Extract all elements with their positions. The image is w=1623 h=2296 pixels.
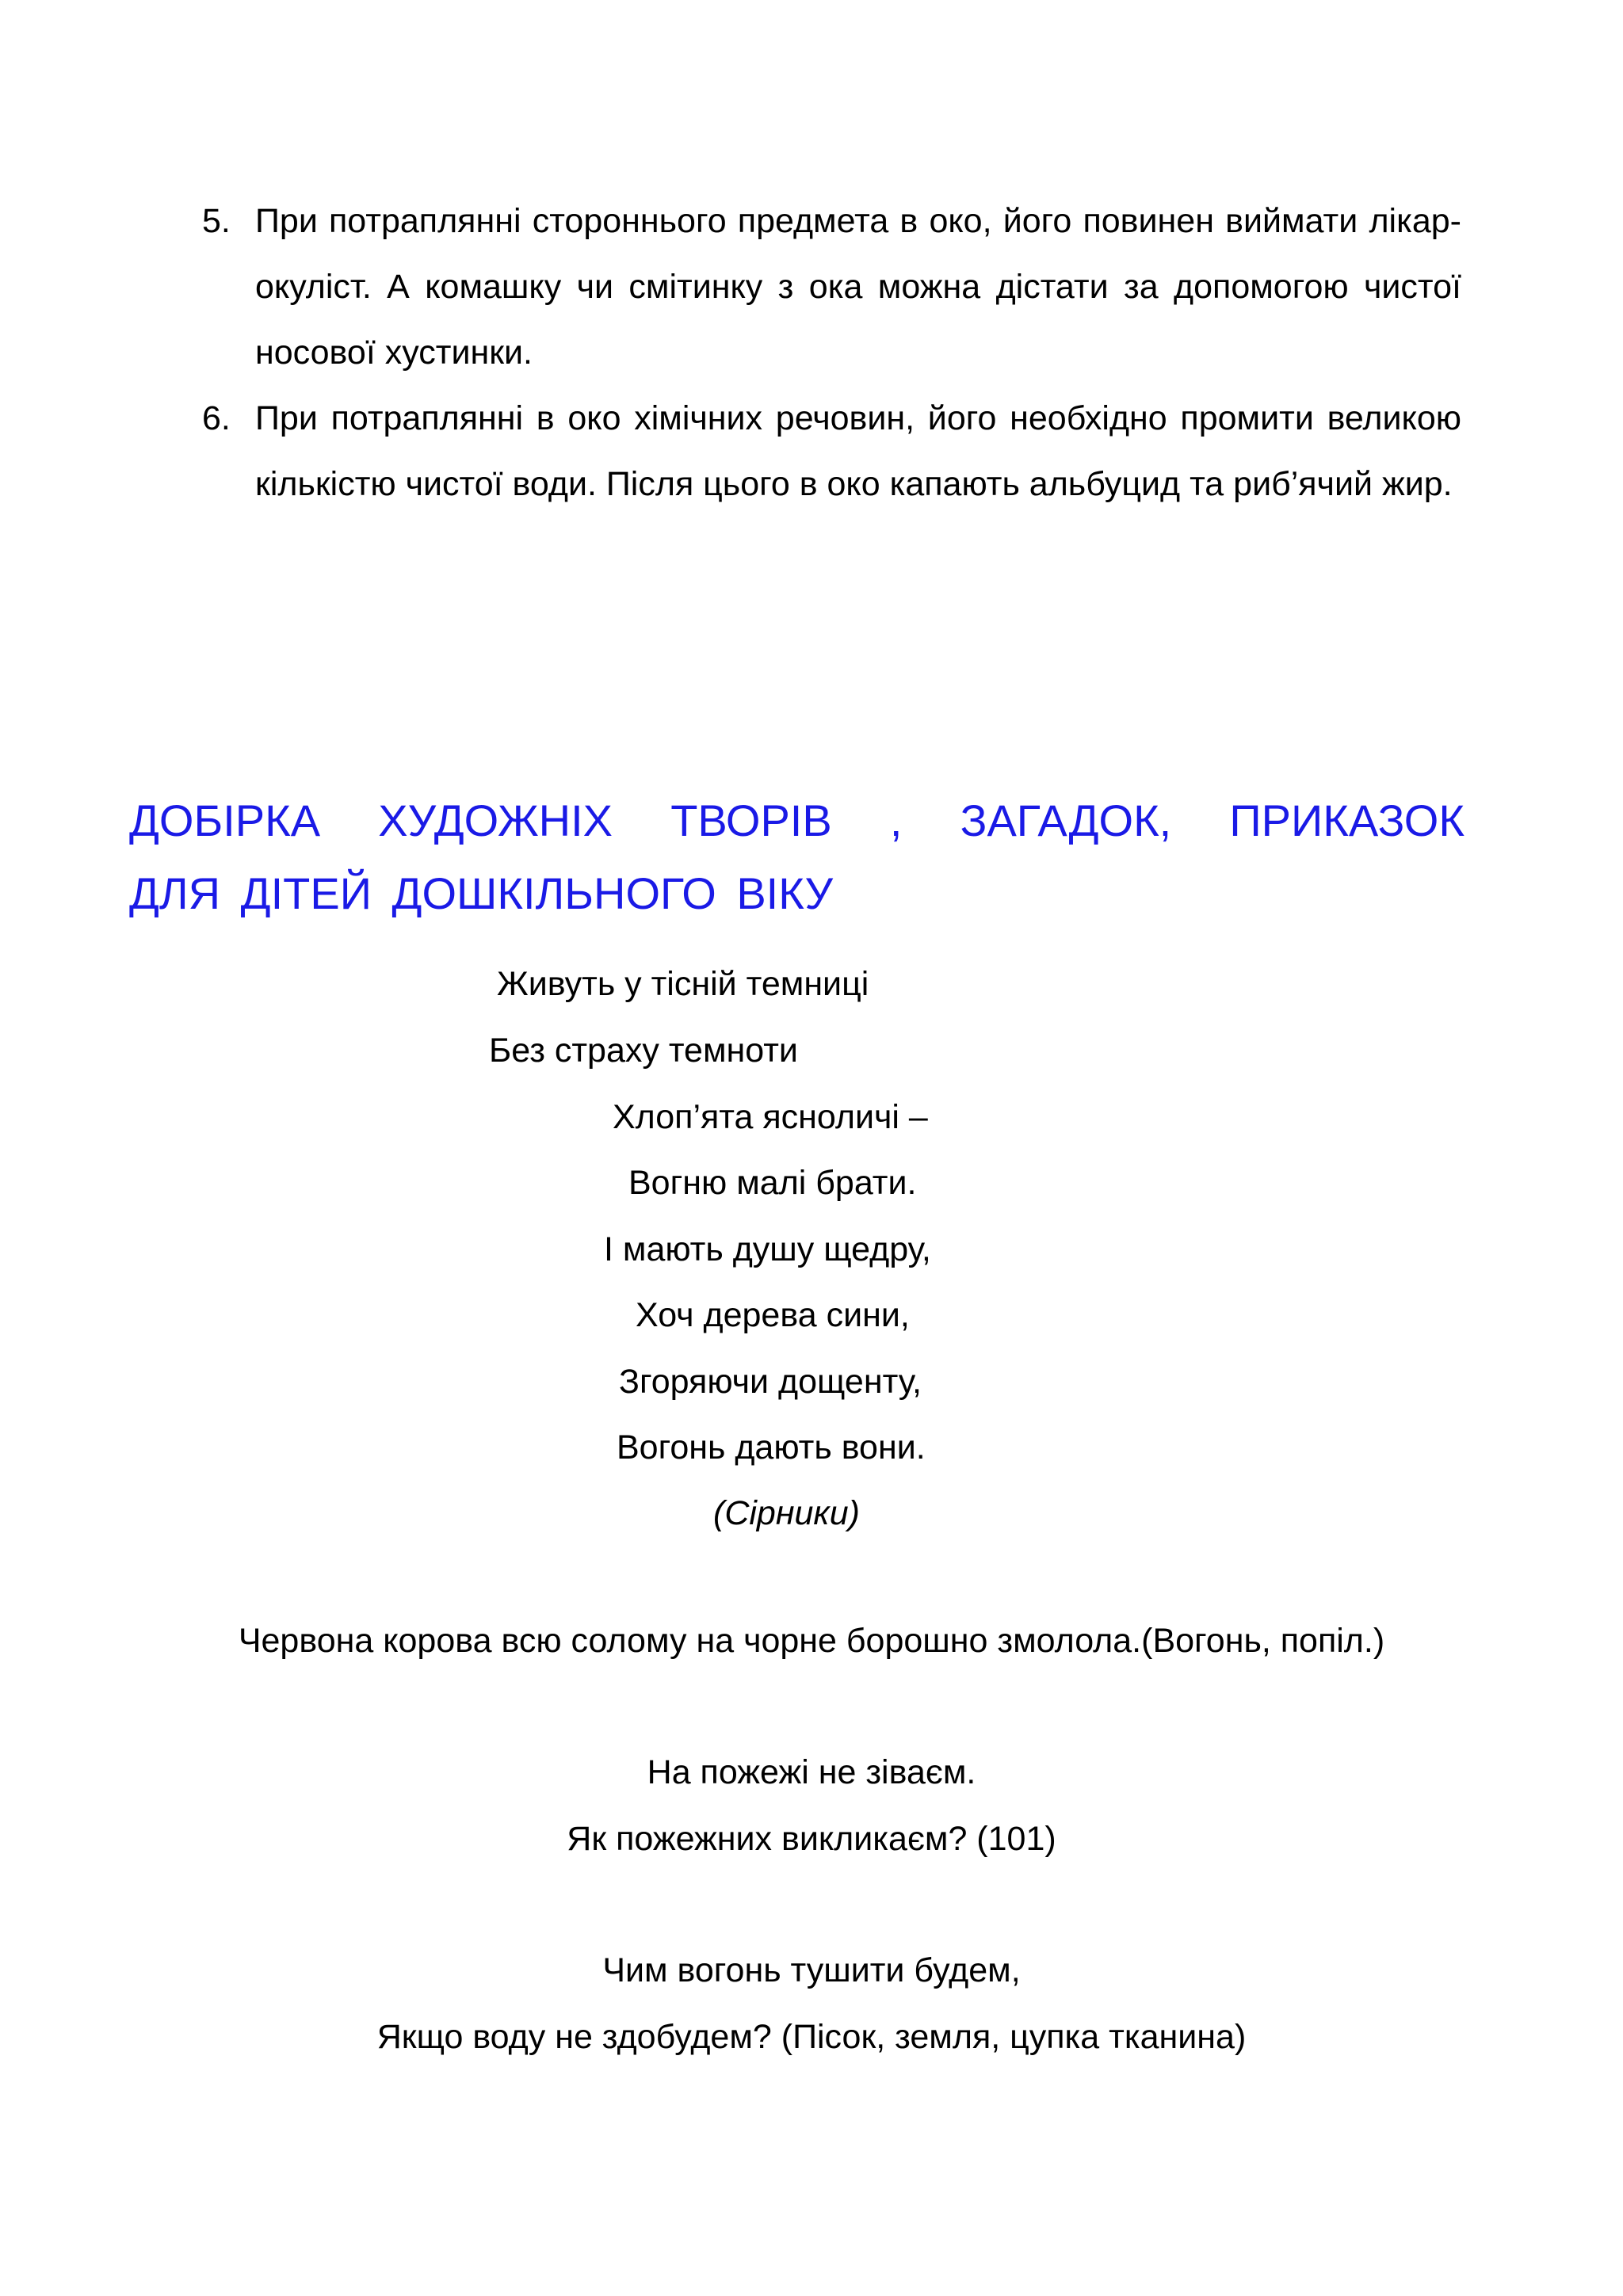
riddle-line: Чим вогонь тушити будем, xyxy=(602,1951,1021,1989)
poem-line: Вогню малі брати. xyxy=(628,1164,917,1202)
heading-line-1: ДОБІРКА ХУДОЖНІХ ТВОРІВ , ЗАГАДОК, ПРИКАЗОК xyxy=(129,795,1465,845)
poem-line: І мають душу щедру, xyxy=(604,1230,931,1268)
poem-line: Згоряючи дощенту, xyxy=(619,1363,922,1401)
list-item-text: При потраплянні в око хімічних речовин, його необхідно промити великою кількістю чистої води. Після цього в око капають альбуцид та риб’ячий жир. xyxy=(255,399,1461,503)
list-item xyxy=(127,386,1461,517)
list-item-text: При потраплянні стороннього предмета в око, його повинен виймати лікар-окуліст. А комашку чи смітинку з ока можна дістати за допомогою чистої носової хустинки. xyxy=(255,202,1461,372)
riddle-line: Червона корова всю солому на чорне борошно змолола.(Вогонь, попіл.) xyxy=(238,1622,1385,1660)
riddle-line: На пожежі не зіваєм. xyxy=(647,1753,976,1791)
poem-line: Хоч дерева сини, xyxy=(636,1296,910,1334)
poem-line: Хлоп’ята ясноличі – xyxy=(613,1098,928,1136)
heading-line-2: ДЛЯ ДІТЕЙ ДОШКІЛЬНОГО ВІКУ xyxy=(129,868,834,918)
riddle-line: Якщо воду не здобудем? (Пісок, земля, цупка тканина) xyxy=(376,2018,1247,2056)
numbered-list xyxy=(127,189,1461,517)
riddle-answer: (Сірники) xyxy=(713,1494,860,1532)
poem-line: Живуть у тісній темниці xyxy=(497,965,869,1003)
list-item-number: 6. xyxy=(202,399,231,437)
poem-line: Без страху темноти xyxy=(489,1032,798,1070)
riddle-line: Як пожежних викликаєм? (101) xyxy=(567,1820,1056,1858)
list-item xyxy=(127,189,1461,386)
poem-line: Вогонь дають вони. xyxy=(617,1428,926,1466)
section-heading xyxy=(129,784,1465,930)
list-item-number: 5. xyxy=(202,202,231,240)
